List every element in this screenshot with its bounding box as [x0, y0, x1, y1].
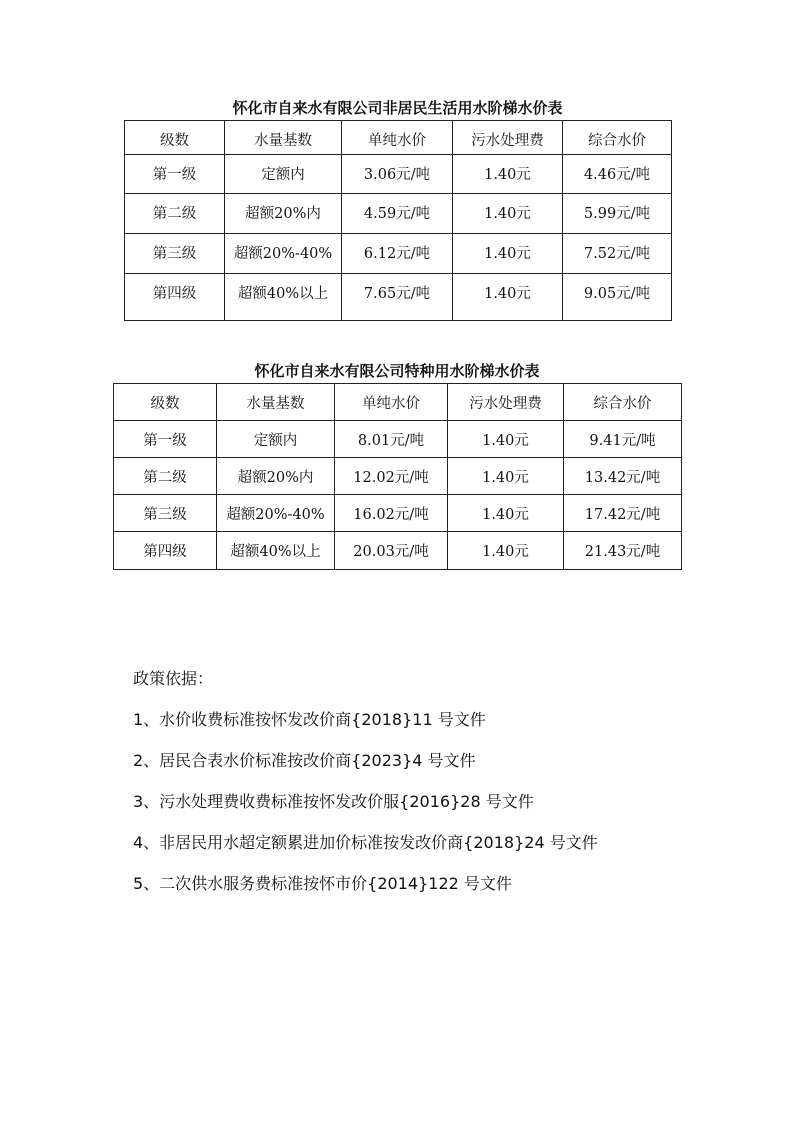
table-cell: 超额40%以上 — [217, 532, 335, 570]
table-cell: 20.03元/吨 — [335, 532, 448, 570]
table1-header-volume: 水量基数 — [225, 121, 342, 155]
table2-header-level: 级数 — [114, 384, 217, 421]
table-cell: 1.40元 — [453, 155, 563, 194]
table-cell: 第四级 — [125, 274, 225, 321]
table-cell: 9.05元/吨 — [563, 274, 672, 321]
table-cell: 1.40元 — [453, 234, 563, 274]
table-cell: 定额内 — [217, 421, 335, 458]
table-cell: 第一级 — [114, 421, 217, 458]
table-cell: 1.40元 — [453, 274, 563, 321]
table-cell: 1.40元 — [448, 495, 564, 532]
table1-section — [124, 96, 671, 321]
table1 — [124, 120, 672, 321]
table1-header-total-price: 综合水价 — [563, 121, 672, 155]
table2-header-sewage-fee: 污水处理费 — [448, 384, 564, 421]
table1-header-unit-price: 单纯水价 — [342, 121, 453, 155]
list-item: 2、居民合表水价标准按改价商{2023}4 号文件 — [133, 751, 476, 770]
table-cell: 第三级 — [125, 234, 225, 274]
table2-header-volume: 水量基数 — [217, 384, 335, 421]
table1-header-sewage-fee: 污水处理费 — [453, 121, 563, 155]
table-cell: 7.65元/吨 — [342, 274, 453, 321]
list-item: 4、非居民用水超定额累进加价标准按发改价商{2018}24 号文件 — [133, 833, 598, 852]
table-row — [125, 194, 672, 234]
table-cell: 超额20%-40% — [217, 495, 335, 532]
table-row — [114, 421, 682, 458]
table-cell: 13.42元/吨 — [564, 458, 682, 495]
table-cell: 超额20%内 — [225, 194, 342, 234]
table-cell: 第四级 — [114, 532, 217, 570]
table-cell: 第二级 — [125, 194, 225, 234]
table1-title: 怀化市自来水有限公司非居民生活用水阶梯水价表 — [232, 99, 563, 117]
table-cell: 第三级 — [114, 495, 217, 532]
table-cell: 17.42元/吨 — [564, 495, 682, 532]
table-cell: 1.40元 — [453, 194, 563, 234]
table-row — [125, 234, 672, 274]
table1-header-level: 级数 — [125, 121, 225, 155]
table-cell: 4.46元/吨 — [563, 155, 672, 194]
table-cell: 12.02元/吨 — [335, 458, 448, 495]
table-cell: 6.12元/吨 — [342, 234, 453, 274]
table-cell: 7.52元/吨 — [563, 234, 672, 274]
policy-section — [133, 666, 598, 912]
table2-section — [113, 359, 681, 570]
list-item: 3、污水处理费收费标准按怀发改价服{2016}28 号文件 — [133, 792, 534, 811]
table-cell: 21.43元/吨 — [564, 532, 682, 570]
table-row — [125, 274, 672, 321]
table-cell: 超额20%-40% — [225, 234, 342, 274]
table-cell: 超额20%内 — [217, 458, 335, 495]
table2-header-total-price: 综合水价 — [564, 384, 682, 421]
table-cell: 3.06元/吨 — [342, 155, 453, 194]
table-cell: 第二级 — [114, 458, 217, 495]
table1-header-row — [125, 121, 672, 155]
table-row — [125, 155, 672, 194]
table-row — [114, 495, 682, 532]
table-cell: 9.41元/吨 — [564, 421, 682, 458]
table-cell: 16.02元/吨 — [335, 495, 448, 532]
table-cell: 1.40元 — [448, 421, 564, 458]
table-cell: 超额40%以上 — [225, 274, 342, 321]
table-cell: 5.99元/吨 — [563, 194, 672, 234]
table-row — [114, 532, 682, 570]
table-cell: 4.59元/吨 — [342, 194, 453, 234]
list-item: 5、二次供水服务费标准按怀市价{2014}122 号文件 — [133, 874, 512, 893]
policy-heading: 政策依据： — [133, 669, 214, 688]
table2-header-unit-price: 单纯水价 — [335, 384, 448, 421]
table-cell: 第一级 — [125, 155, 225, 194]
table2-header-row — [114, 384, 682, 421]
table2 — [113, 383, 682, 570]
table-cell: 1.40元 — [448, 532, 564, 570]
table-row — [114, 458, 682, 495]
table2-title: 怀化市自来水有限公司特种用水阶梯水价表 — [254, 362, 540, 380]
table-cell: 1.40元 — [448, 458, 564, 495]
list-item: 1、水价收费标准按怀发改价商{2018}11 号文件 — [133, 710, 486, 729]
table-cell: 定额内 — [225, 155, 342, 194]
table-cell: 8.01元/吨 — [335, 421, 448, 458]
